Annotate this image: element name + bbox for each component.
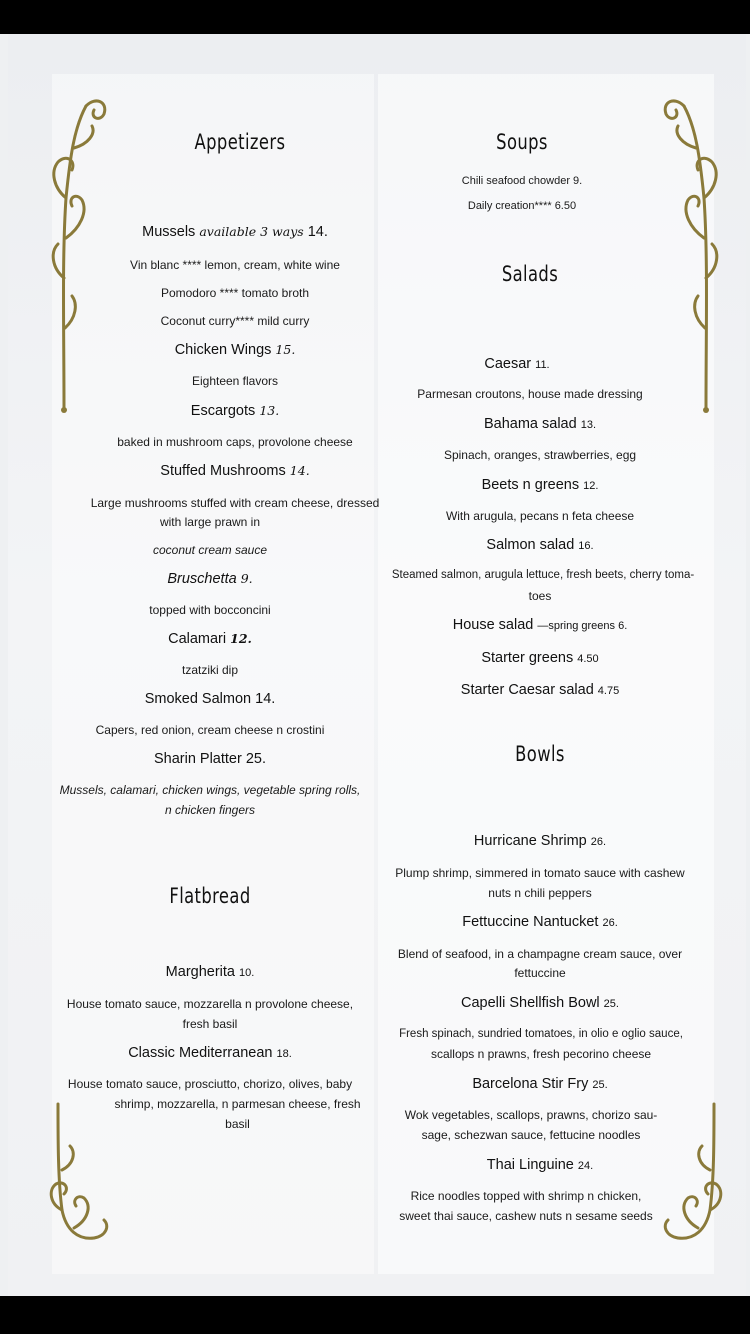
menu-item-starter-greens — [390, 650, 690, 666]
item-name: Chicken Wings — [174, 342, 272, 358]
item-name: Mussels — [142, 224, 196, 240]
item-price: 9. — [240, 571, 253, 586]
item-name: Fettuccine Nantucket — [462, 914, 599, 930]
menu-item-salmon-salad — [390, 537, 690, 553]
item-description: coconut cream sauce — [152, 543, 268, 557]
menu-item-hurricane-shrimp — [390, 833, 690, 849]
menu-item-smoked-salmon — [50, 691, 370, 707]
menu-item-barcelona-stir-fry — [390, 1076, 690, 1092]
gold-scroll-flourish-icon — [656, 88, 726, 418]
item-description: Pomodoro **** tomato broth — [160, 286, 310, 300]
item-description: House tomato sauce, prosciutto, chorizo, olives, baby — [67, 1077, 353, 1091]
soups-heading: Soups — [496, 130, 548, 154]
item-name: Bahama salad — [483, 416, 577, 432]
item-description: Capers, red onion, cream cheese n crostini — [95, 723, 325, 737]
menu-item-stuffed-mushrooms — [60, 463, 410, 479]
item-extra: —spring greens 6. — [537, 620, 628, 632]
item-description: basil — [225, 1117, 250, 1131]
gold-scroll-flourish-icon — [44, 88, 114, 418]
item-price: 11. — [535, 359, 550, 371]
item-name: Margherita — [165, 964, 235, 980]
item-description: Vin blanc **** lemon, cream, white wine — [130, 258, 340, 272]
item-name: Smoked Salmon — [144, 691, 252, 707]
item-price: 12. — [583, 480, 599, 492]
appetizers-heading: Appetizers — [194, 130, 286, 154]
item-price: 25. — [245, 751, 267, 767]
item-price: 18. — [276, 1048, 292, 1060]
item-price: 14. — [307, 224, 328, 240]
item-name: Caesar — [484, 356, 532, 372]
item-price: 10. — [239, 967, 255, 979]
menu-item-starter-caesar-salad — [390, 682, 690, 698]
item-description: Blend of seafood, in a champagne cream sauce, over — [397, 947, 683, 961]
menu-item-capelli-shellfish-bowl — [390, 995, 690, 1011]
item-description: Wok vegetables, scallops, prawns, chorizo sau- — [404, 1108, 658, 1122]
item-description: n chicken fingers — [164, 803, 256, 817]
menu-item-bruschetta — [50, 571, 370, 587]
item-name: Capelli Shellfish Bowl — [461, 995, 600, 1011]
item-name: Sharin Platter — [153, 751, 242, 767]
item-name: Salmon salad — [486, 537, 575, 553]
item-description: baked in mushroom caps, provolone cheese — [117, 435, 353, 449]
item-price: 12. — [230, 631, 252, 646]
item-description: Parmesan croutons, house made dressing — [417, 387, 643, 401]
item-price: 4.75 — [597, 685, 620, 697]
salads-heading: Salads — [501, 262, 559, 286]
flatbread-heading: Flatbread — [169, 884, 251, 908]
item-description: nuts n chili peppers — [488, 886, 592, 900]
item-description: Fresh spinach, sundried tomatoes, in olio e oglio sauce, — [399, 1028, 683, 1040]
item-name: Starter greens — [481, 650, 574, 666]
item-price: 24. — [577, 1160, 594, 1172]
item-description: shrimp, mozzarella, n parmesan cheese, fresh — [114, 1097, 361, 1111]
item-description: tzatziki dip — [181, 663, 239, 677]
item-price: 25. — [592, 1079, 608, 1091]
item-price: 4.50 — [577, 653, 599, 665]
item-description: sage, schezwan sauce, fettucine noodles — [421, 1128, 641, 1142]
item-name: Thai Linguine — [486, 1157, 574, 1173]
item-name: Hurricane Shrimp — [473, 833, 587, 849]
menu-item-calamari — [50, 631, 370, 647]
item-description: Plump shrimp, simmered in tomato sauce with cashew — [395, 866, 685, 880]
menu-item-classic-mediterranean — [50, 1045, 370, 1061]
soup-item: Chili seafood chowder 9. — [461, 175, 583, 187]
item-price: 13. — [580, 419, 597, 431]
menu-item-thai-linguine — [390, 1157, 690, 1173]
item-name: Classic Mediterranean — [128, 1045, 273, 1061]
menu-item-house-salad — [390, 617, 690, 633]
item-description: Mussels, calamari, chicken wings, vegetable spring rolls, — [59, 783, 361, 797]
item-description: fresh basil — [182, 1017, 238, 1031]
item-description: Coconut curry**** mild curry — [160, 314, 310, 328]
menu-item-mussels — [60, 224, 410, 240]
item-name: Stuffed Mushrooms — [160, 463, 286, 479]
soup-item: Daily creation**** 6.50 — [467, 200, 577, 212]
bowls-heading: Bowls — [515, 742, 565, 766]
item-description: Steamed salmon, arugula lettuce, fresh beets, cherry toma- — [391, 569, 695, 581]
item-description: fettuccine — [514, 966, 566, 980]
item-price: 26. — [590, 836, 607, 848]
menu-item-beets-n-greens — [390, 477, 690, 493]
item-description: Large mushrooms stuffed with cream cheese, dressed — [90, 496, 380, 510]
item-name: Calamari — [168, 631, 227, 647]
item-description: topped with bocconcini — [149, 603, 271, 617]
item-name: Barcelona Stir Fry — [472, 1076, 589, 1092]
menu-item-margherita — [50, 964, 370, 980]
menu-item-chicken-wings — [60, 342, 410, 358]
item-name: Starter Caesar salad — [460, 682, 594, 698]
menu-item-sharin-platter — [50, 751, 370, 767]
item-description: with large prawn in — [159, 515, 261, 529]
item-name: Bruschetta — [167, 571, 237, 587]
item-name: House salad — [452, 617, 534, 633]
menu-item-bahama-salad — [390, 416, 690, 432]
item-name: Escargots — [190, 403, 256, 419]
item-description: sweet thai sauce, cashew nuts n sesame seeds — [399, 1209, 653, 1223]
item-description: House tomato sauce, mozzarella n provolone cheese, — [66, 997, 354, 1011]
gold-scroll-flourish-icon — [648, 1100, 728, 1250]
item-description: With arugula, pecans n feta cheese — [445, 509, 635, 523]
item-price: 14. — [255, 691, 276, 707]
item-description: Rice noodles topped with shrimp n chicken, — [410, 1189, 642, 1203]
item-description: toes — [528, 589, 552, 603]
menu-item-fettuccine-nantucket — [390, 914, 690, 930]
item-description: Eighteen flavors — [191, 374, 279, 388]
item-price: 16. — [578, 540, 594, 552]
menu-item-caesar — [380, 356, 654, 372]
item-price: 14. — [289, 463, 310, 478]
item-price: 13. — [259, 403, 280, 418]
item-price: 15. — [275, 342, 296, 357]
item-description: scallops n prawns, fresh pecorino cheese — [430, 1047, 652, 1061]
item-price: 26. — [602, 917, 618, 929]
menu-item-escargots — [60, 403, 410, 419]
item-description: Spinach, oranges, strawberries, egg — [443, 448, 637, 462]
item-name: Beets n greens — [481, 477, 580, 493]
item-price: 25. — [603, 998, 619, 1010]
item-note: available 3 ways — [199, 224, 304, 239]
